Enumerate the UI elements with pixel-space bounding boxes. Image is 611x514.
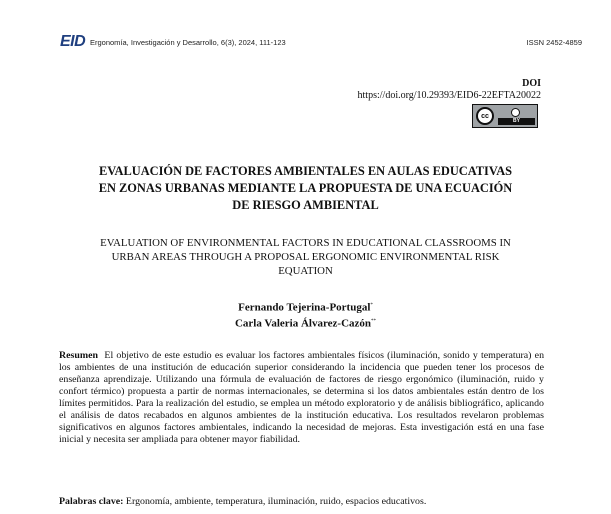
author <box>150 299 461 315</box>
keywords-label: Palabras clave: <box>59 496 124 507</box>
title-en-line: URBAN AREAS THROUGH A PROPOSAL ERGONOMIC ENVIRONMENTAL RISK <box>111 251 500 263</box>
title-en-line: EVALUATION OF ENVIRONMENTAL FACTORS IN EDUCATIONAL CLASSROOMS IN <box>100 237 511 249</box>
journal-citation: Ergonomía, Investigación y Desarrollo, 6(3), 2024, 111-123 <box>90 38 286 47</box>
keywords-text: Ergonomía, ambiente, temperatura, iluminación, ruido, espacios educativos. <box>125 496 427 507</box>
person-icon <box>511 108 520 117</box>
journal-logo: EID <box>60 33 86 50</box>
abstract-label: Resumen <box>59 350 98 361</box>
title-spanish <box>40 163 571 214</box>
abstract <box>59 350 544 446</box>
author-list <box>150 299 461 330</box>
doi-link[interactable]: https://doi.org/10.29393/EID6-22EFTA20022 <box>357 90 541 101</box>
title-es-line: DE RIESGO AMBIENTAL <box>232 198 379 212</box>
page-header <box>32 33 582 53</box>
keywords <box>59 496 544 508</box>
title-english <box>48 236 563 278</box>
by-label: BY <box>498 118 535 125</box>
by-attribution-icon <box>498 107 535 125</box>
author-name: Carla Valeria Álvarez-Cazón <box>234 317 372 330</box>
issn: ISSN 2452-4859 <box>526 38 582 47</box>
title-es-line: EVALUACIÓN DE FACTORES AMBIENTALES EN AULAS EDUCATIVAS <box>98 164 513 178</box>
author-name: Fernando Tejerina-Portugal <box>238 301 371 314</box>
title-es-line: EN ZONAS URBANAS MEDIANTE LA PROPUESTA DE UNA ECUACIÓN <box>98 181 513 195</box>
title-en-line: EQUATION <box>278 265 333 277</box>
author <box>150 315 461 331</box>
author-footnote-mark[interactable]: ** <box>371 318 377 324</box>
doi-label: DOI <box>522 78 541 89</box>
abstract-text: El objetivo de este estudio es evaluar los factores ambientales físicos (iluminación, sonido y temperatura) en los ambientes de una institución de educación superior considerando la incidencia que pueden tener los procesos de enseñanza aprendizaje. Utilizando una fórmula de evaluación de factores de riesgo ergonómico (iluminación, ruido y confort térmico) propuesta a partir de normas internacionales, se determina si los datos ambientales están dentro de los límites permitidos. Para la realización del estudio, se emplea un método exploratorio y de análisis bibliográfico, aplicando el análisis de datos recabados en algunos ambientes de la institución educativa. Los resultados revelaron problemas significativos en algunos factores ambientales, indicando la necesidad de mejoras. Esta investigación está en una fase inicial y necesita ser ampliada para obtener mayor fiabilidad. <box>59 350 545 445</box>
author-footnote-mark[interactable]: * <box>370 303 373 308</box>
cc-license-badge[interactable] <box>472 104 538 128</box>
cc-icon: cc <box>476 107 494 125</box>
